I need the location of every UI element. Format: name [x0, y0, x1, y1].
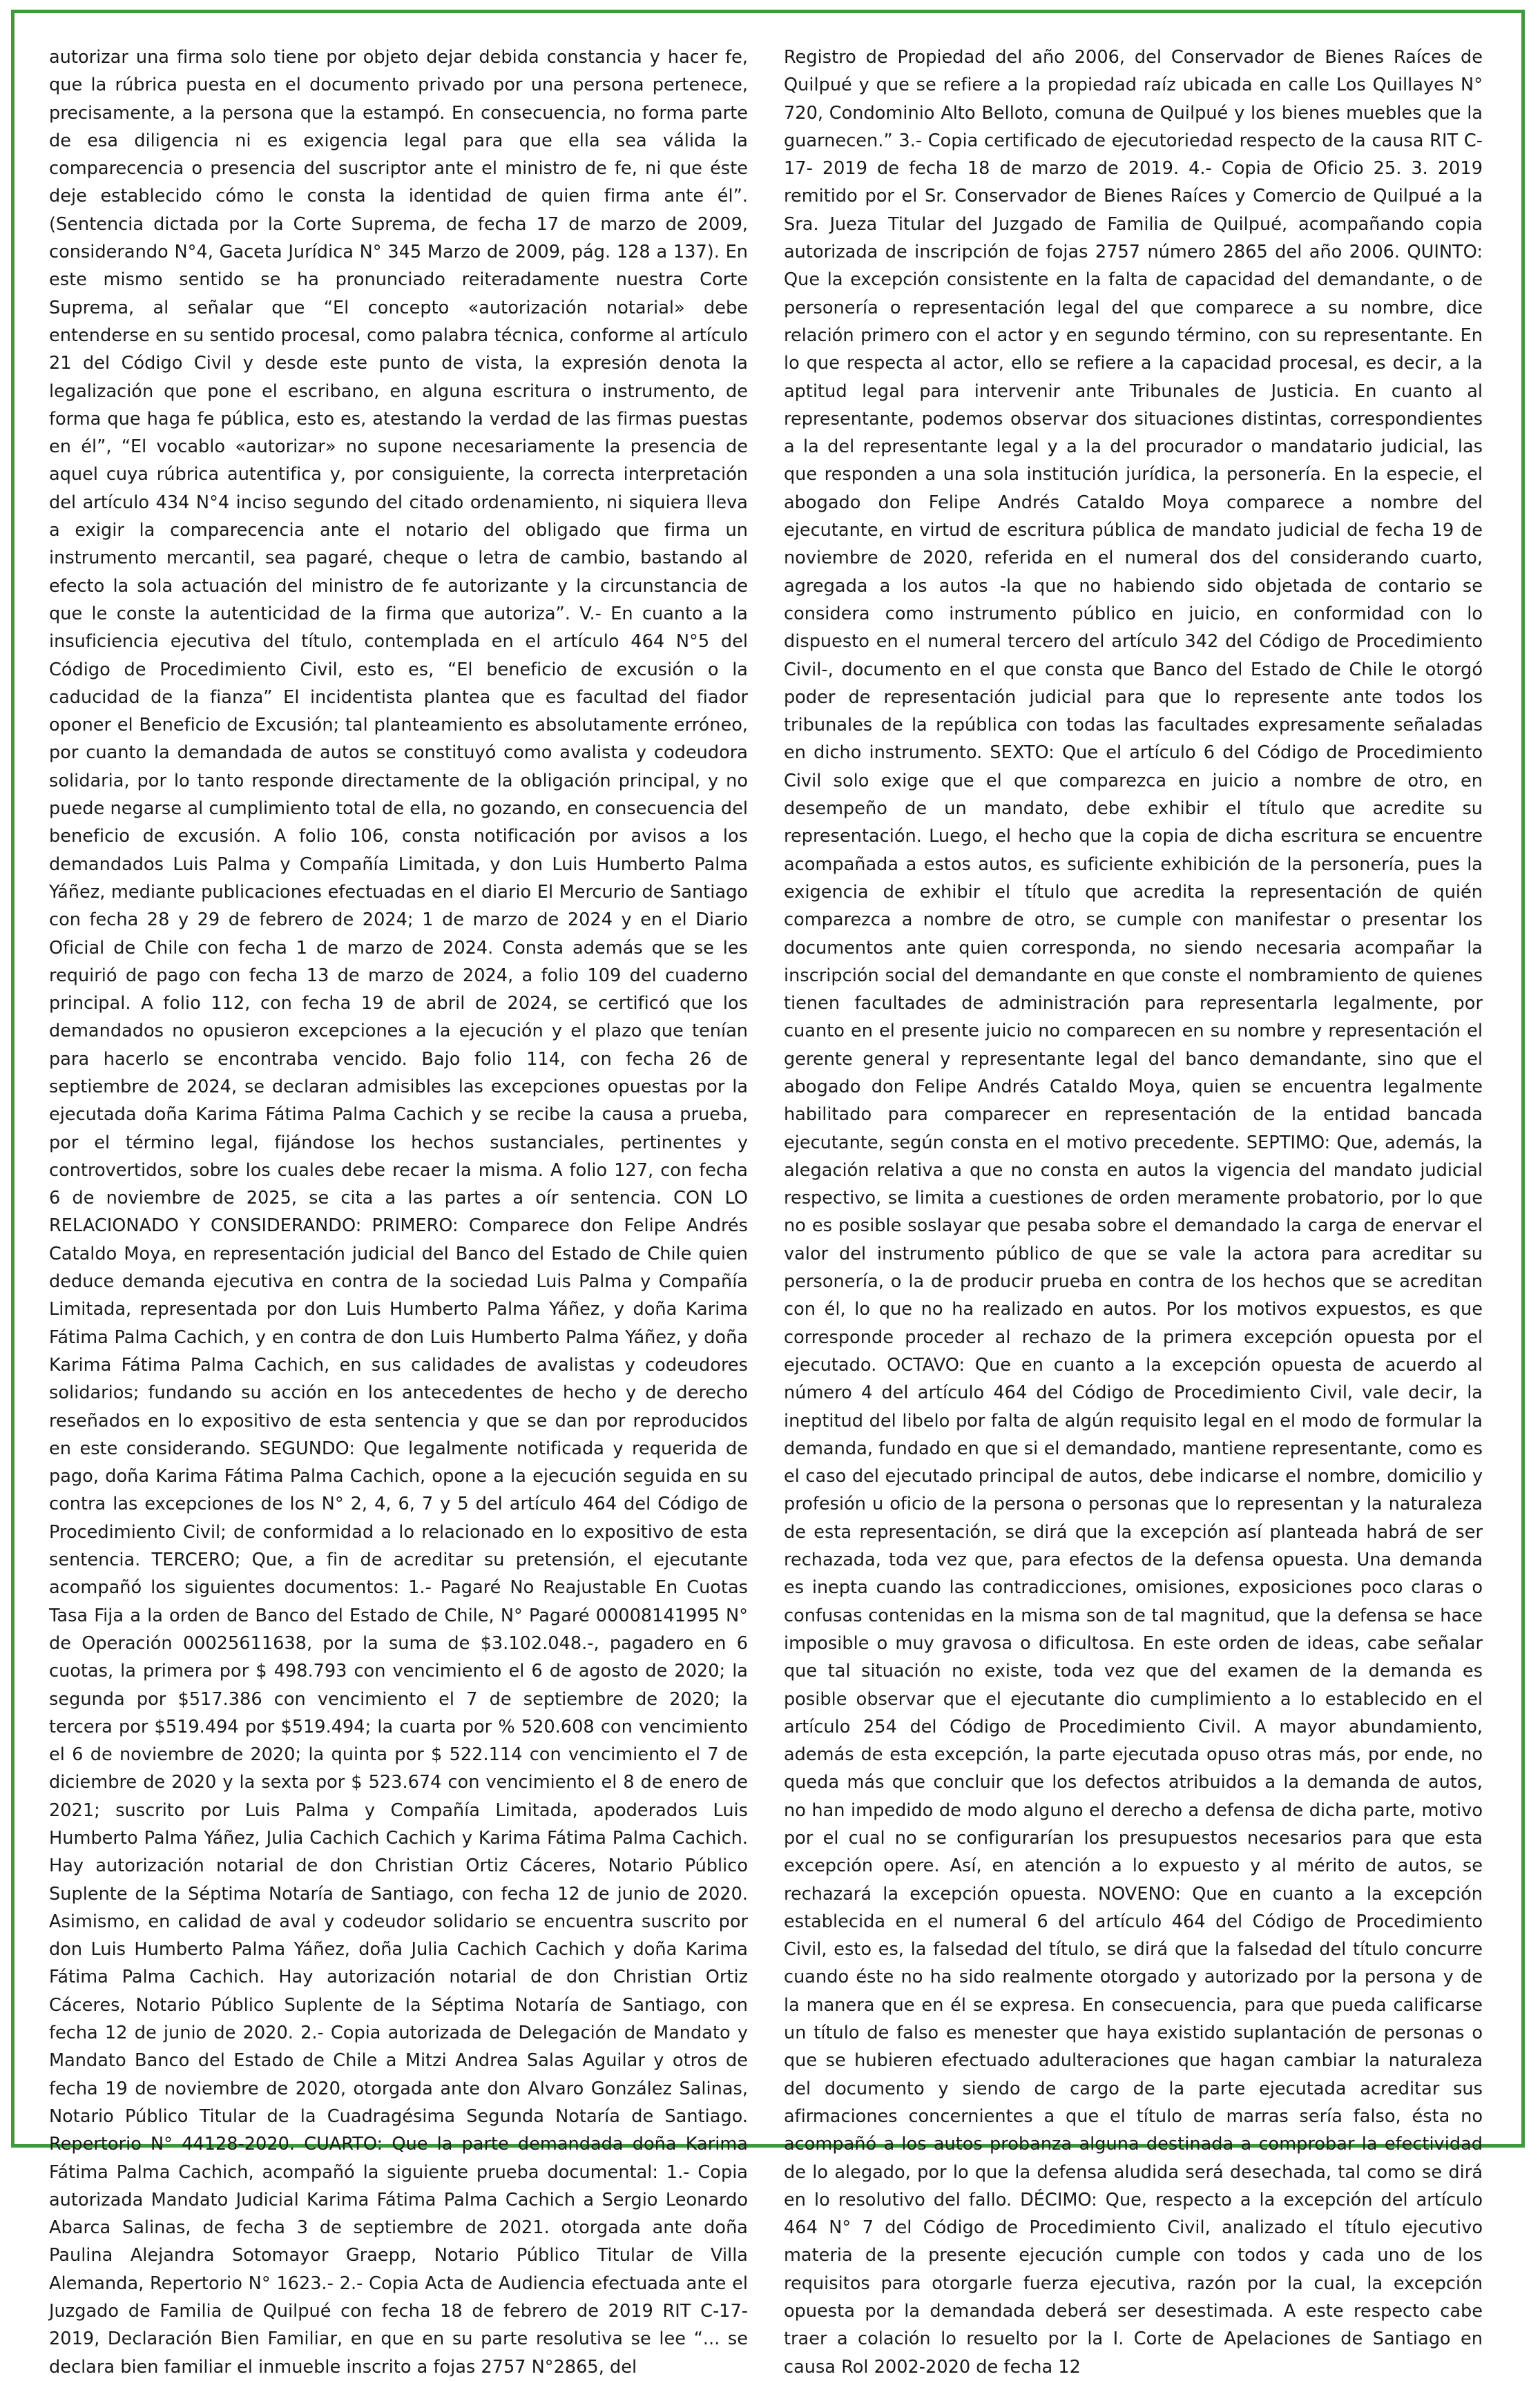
- right-column-text: Registro de Propiedad del año 2006, del Conservador de Bienes Raíces de Quilpué y que se refiere a la propiedad raíz ubicada en calle Los Quillayes N° 720, Condominio Alto Belloto, comuna de Quilpué y los bienes muebles que la guarnecen.” 3.- Copia certificado de ejecutoriedad respecto de la causa RIT C-17- 2019 de fecha 18 de marzo de 2019. 4.- Copia de Oficio 25. 3. 2019 remitido por el Sr. Conservador de Bienes Raíces y Comercio de Quilpué a la Sra. Jueza Titular del Juzgado de Familia de Quilpué, acompañando copia autorizada de inscripción de fojas 2757 número 2865 del año 2006. QUINTO: Que la excepción consistente en la falta de capacidad del demandante, o de personería o representación legal del que comparece a su nombre, dice relación primero con el actor y en segundo término, con su representante. En lo que respecta al actor, ello se refiere a la capacidad procesal, es decir, a la aptitud legal para intervenir ante Tribunales de Justicia. En cuanto al representante, podemos observar dos situaciones distintas, correspondientes a la del representante legal y a la del procurador o mandatario judicial, las que responden a una sola institución jurídica, la personería. En la especie, el abogado don Felipe Andrés Cataldo Moya comparece a nombre del ejecutante, en virtud de escritura pública de mandato judicial de fecha 19 de noviembre de 2020, referida en el numeral dos del considerando cuarto, agregada a los autos -la que no habiendo sido objetada de contario se considera como instrumento público en juicio, en conformidad con lo dispuesto en el numeral tercero del artículo 342 del Código de Procedimiento Civil-, documento en el que consta que Banco del Estado de Chile le otorgó poder de representación judicial para que lo represente ante todos los tribunales de la república con todas las facultades expresamente señaladas en dicho instrumento. SEXTO: Que el artículo 6 del Código de Procedimiento Civil solo exige que el que comparezca en juicio a nombre de otro, en desempeño de un mandato, debe exhibir el título que acredite su representación. Luego, el hecho que la copia de dicha escritura se encuentre acompañada a estos autos, es suficiente exhibición de la personería, pues la exigencia de exhibir el título que acredita la representación de quién comparezca a nombre de otro, se cumple con manifestar o presentar los documentos ante quien corresponda, no siendo necesaria acompañar la inscripción social del demandante en que conste el nombramiento de quienes tienen facultades de administración para representarla legalmente, por cuanto en el presente juicio no comparecen en su nombre y representación el gerente general y representante legal del banco demandante, sino que el abogado don Felipe Andrés Cataldo Moya, quien se encuentra legalmente habilitado para comparecer en representación de la entidad bancada ejecutante, según consta en el motivo precedente. SEPTIMO: Que, además, la alegación relativa a que no consta en autos la vigencia del mandato judicial respectivo, se limita a cuestiones de orden meramente probatorio, por lo que no es posible soslayar que pesaba sobre el demandado la carga de enervar el valor del instrumento público de que se vale la actora para acreditar su personería, o la de producir prueba en contra de los hechos que se acreditan con él, lo que no ha realizado en autos. Por los motivos expuestos, es que corresponde proceder al rechazo de la primera excepción opuesta por el ejecutado. OCTAVO: Que en cuanto a la excepción opuesta de acuerdo al número 4 del artículo 464 del Código de Procedimiento Civil, vale decir, la ineptitud del libelo por falta de algún requisito legal en el modo de formular la demanda, fundado en que si el demandado, mantiene representante, como es el caso del ejecutado principal de autos, debe indicarse el nombre, domicilio y profesión u oficio de la persona o personas que lo representan y la naturaleza de esta representación, se dirá que la excepción así planteada habrá de ser rechazada, toda vez que, para efectos de la defensa opuesta. Una demanda es inepta cuando las contradicciones, omisiones, exposiciones poco claras o confusas contenidas en la misma son de tal magnitud, que la defensa se hace imposible o muy gravosa o dificultosa. En este orden de ideas, cabe señalar que tal situación no existe, toda vez que del examen de la demanda es posible observar que el ejecutante dio cumplimiento a lo establecido en el artículo 254 del Código de Procedimiento Civil. A mayor abundamiento, además de esta excepción, la parte ejecutada opuso otras más, por ende, no queda más que concluir que los defectos atribuidos a la demanda de autos, no han impedido de modo alguno el derecho a defensa de dicha parte, motivo por el cual no se configurarían los presupuestos necesarios para que esta excepción opere. Así, en atención a lo expuesto y al mérito de autos, se rechazará la excepción opuesta. NOVENO: Que en cuanto a la excepción establecida en el numeral 6 del artículo 464 del Código de Procedimiento Civil, esto es, la falsedad del título, se dirá que la falsedad del título concurre cuando éste no ha sido realmente otorgado y autorizado por la persona y de la manera que en él se expresa. En consecuencia, para que pueda calificarse un título de falso es menester que haya existido suplantación de personas o que se hubieren efectuado adulteraciones que hagan cambiar la naturaleza del documento y siendo de cargo de la parte ejecutada acreditar sus afirmaciones concernientes a que el título de marras sería falso, ésta no acompañó a los autos probanza alguna destinada a comprobar la efectividad de lo alegado, por lo que la defensa aludida será desechada, tal como se dirá en lo resolutivo del fallo. DÉCIMO: Que, respecto a la excepción del artículo 464 N° 7 del Código de Procedimiento Civil, analizado el título ejecutivo materia de la presente ejecución cumple con todos y cada uno de los requisitos para otorgarle fuerza ejecutiva, razón por la cual, la excepción opuesta por la demandada deberá ser desestimada. A este respecto cabe traer a colación lo resuelto por la I. Corte de Apelaciones de Santiago en causa Rol 2002-2020 de fecha 12: [784, 47, 1483, 2378]
- left-column-text: autorizar una firma solo tiene por objeto dejar debida constancia y hacer fe, que la rúbrica puesta en el documento privado por una persona pertenece, precisamente, a la persona que la estampó. En consecuencia, no forma parte de esa diligencia ni es exigencia legal para que ella sea válida la comparecencia o presencia del suscriptor ante el ministro de fe, ni que éste deje establecido cómo le consta la identidad de quien firma ante él”. (Sentencia dictada por la Corte Suprema, de fecha 17 de marzo de 2009, considerando N°4, Gaceta Jurídica N° 345 Marzo de 2009, pág. 128 a 137). En este mismo sentido se ha pronunciado reiteradamente nuestra Corte Suprema, al señalar que “El concepto «autorización notarial» debe entenderse en su sentido procesal, como palabra técnica, conforme al artículo 21 del Código Civil y desde este punto de vista, la expresión denota la legalización que pone el escribano, en alguna escritura o instrumento, de forma que haga fe pública, esto es, atestando la verdad de las firmas puestas en él”, “El vocablo «autorizar» no supone necesariamente la presencia de aquel cuya rúbrica autentifica y, por consiguiente, la correcta interpretación del artículo 434 N°4 inciso segundo del citado ordenamiento, ni siquiera lleva a exigir la comparecencia ante el notario del obligado que firma un instrumento mercantil, sea pagaré, cheque o letra de cambio, bastando al efecto la sola actuación del ministro de fe autorizante y la circunstancia de que le conste la autenticidad de la firma que autoriza”. V.- En cuanto a la insuficiencia ejecutiva del título, contemplada en el artículo 464 N°5 del Código de Procedimiento Civil, esto es, “El beneficio de excusión o la caducidad de la fianza” El incidentista plantea que es facultad del fiador oponer el Beneficio de Excusión; tal planteamiento es absolutamente erróneo, por cuanto la demandada de autos se constituyó como avalista y codeudora solidaria, por lo tanto responde directamente de la obligación principal, y no puede negarse al cumplimiento total de ella, no gozando, en consecuencia del beneficio de excusión. A folio 106, consta notificación por avisos a los demandados Luis Palma y Compañía Limitada, y don Luis Humberto Palma Yáñez, mediante publicaciones efectuadas en el diario El Mercurio de Santiago con fecha 28 y 29 de febrero de 2024; 1 de marzo de 2024 y en el Diario Oficial de Chile con fecha 1 de marzo de 2024. Consta además que se les requirió de pago con fecha 13 de marzo de 2024, a folio 109 del cuaderno principal. A folio 112, con fecha 19 de abril de 2024, se certificó que los demandados no opusieron excepciones a la ejecución y el plazo que tenían para hacerlo se encontraba vencido. Bajo folio 114, con fecha 26 de septiembre de 2024, se declaran admisibles las excepciones opuestas por la ejecutada doña Karima Fátima Palma Cachich y se recibe la causa a prueba, por el término legal, fijándose los hechos sustanciales, pertinentes y controvertidos, sobre los cuales debe recaer la misma. A folio 127, con fecha 6 de noviembre de 2025, se cita a las partes a oír sentencia. CON LO RELACIONADO Y CONSIDERANDO: PRIMERO: Comparece don Felipe Andrés Cataldo Moya, en representación judicial del Banco del Estado de Chile quien deduce demanda ejecutiva en contra de la sociedad Luis Palma y Compañía Limitada, representada por don Luis Humberto Palma Yáñez, y doña Karima Fátima Palma Cachich, y en contra de don Luis Humberto Palma Yáñez, y doña Karima Fátima Palma Cachich, en sus calidades de avalistas y codeudores solidarios; fundando su acción en los antecedentes de hecho y de derecho reseñados en lo expositivo de esta sentencia y que se dan por reproducidos en este considerando. SEGUNDO: Que legalmente notificada y requerida de pago, doña Karima Fátima Palma Cachich, opone a la ejecución seguida en su contra las excepciones de los N° 2, 4, 6, 7 y 5 del artículo 464 del Código de Procedimiento Civil; de conformidad a lo relacionado en lo expositivo de esta sentencia. TERCERO; Que, a fin de acreditar su pretensión, el ejecutante acompañó los siguientes documentos: 1.- Pagaré No Reajustable En Cuotas Tasa Fija a la orden de Banco del Estado de Chile, N° Pagaré 00008141995 N° de Operación 00025611638, por la suma de $3.102.048.-, pagadero en 6 cuotas, la primera por $ 498.793 con vencimiento el 6 de agosto de 2020; la segunda por $517.386 con vencimiento el 7 de septiembre de 2020; la tercera por $519.494 por $519.494; la cuarta por % 520.608 con vencimiento el 6 de noviembre de 2020; la quinta por $ 522.114 con vencimiento el 7 de diciembre de 2020 y la sexta por $ 523.674 con vencimiento el 8 de enero de 2021; suscrito por Luis Palma y Compañía Limitada, apoderados Luis Humberto Palma Yáñez, Julia Cachich Cachich y Karima Fátima Palma Cachich. Hay autorización notarial de don Christian Ortiz Cáceres, Notario Público Suplente de la Séptima Notaría de Santiago, con fecha 12 de junio de 2020. Asimismo, en calidad de aval y codeudor solidario se encuentra suscrito por don Luis Humberto Palma Yáñez, doña Julia Cachich Cachich y doña Karima Fátima Palma Cachich. Hay autorización notarial de don Christian Ortiz Cáceres, Notario Público Suplente de la Séptima Notaría de Santiago, con fecha 12 de junio de 2020. 2.- Copia autorizada de Delegación de Mandato y Mandato Banco del Estado de Chile a Mitzi Andrea Salas Aguilar y otros de fecha 19 de noviembre de 2020, otorgada ante don Alvaro González Salinas, Notario Público Titular de la Cuadragésima Segunda Notaría de Santiago. Repertorio N° 44128-2020. CUARTO: Que la parte demandada doña Karima Fátima Palma Cachich, acompañó la siguiente prueba documental: 1.- Copia autorizada Mandato Judicial Karima Fátima Palma Cachich a Sergio Leonardo Abarca Salinas, de fecha 3 de septiembre de 2021. otorgada ante doña Paulina Alejandra Sotomayor Graepp, Notario Público Titular de Villa Alemanda, Repertorio N° 1623.- 2.- Copia Acta de Audiencia efectuada ante el Juzgado de Familia de Quilpué con fecha 18 de febrero de 2019 RIT C-17-2019, Declaración Bien Familiar, en que en su parte resolutiva se lee “... se declara bien familiar el inmueble inscrito a fojas 2757 N°2865, del: [49, 47, 748, 2378]
- right-column: [784, 44, 1483, 2378]
- left-column: [49, 44, 748, 2378]
- page-frame: [11, 10, 1525, 2378]
